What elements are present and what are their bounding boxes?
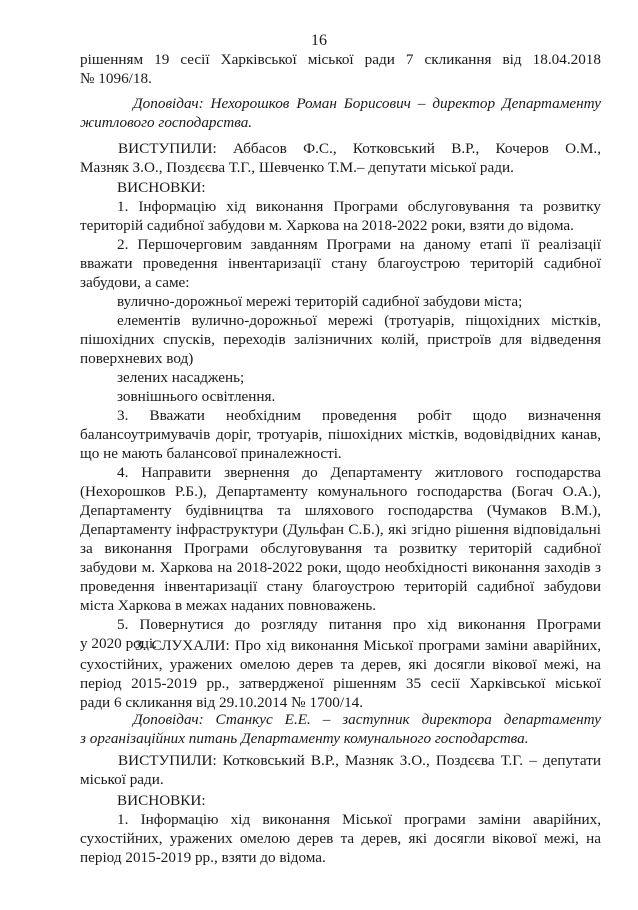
text-line: проведення інвентаризації стану благоустрою територій садибної забудови: [80, 578, 601, 595]
text-line: сухостійних, уражених омелою дерев та дерев, які досягли вікової межі, на: [80, 830, 601, 847]
text-line: житлового господарства.: [80, 114, 253, 131]
text-line: ради 6 скликання від 29.10.2014 № 1700/14.: [80, 694, 364, 711]
text-line: 1. Інформацію хід виконання Міської програми заміни аварійних,: [117, 811, 601, 828]
page-number: 16: [311, 32, 327, 49]
text-line: що не мають балансової приналежності.: [80, 445, 342, 462]
text-line: поверхневих вод): [80, 350, 194, 367]
text-line: забудови, а саме:: [80, 274, 190, 291]
text-line: період 2015-2019 рр., затвердженої рішенням 35 сесії Харківської міської: [80, 675, 601, 692]
conclusions-block: [80, 791, 601, 867]
text-line: територій садибної забудови м. Харкова на 2018-2022 роки, взяти до відома.: [80, 217, 574, 234]
text-line: Доповідач: Станкус Е.Е. – заступник директора департаменту: [133, 711, 601, 728]
section-heading: ВИСНОВКИ:: [117, 179, 206, 196]
conclusions-block: [80, 178, 601, 653]
section-heading: ВИСНОВКИ:: [117, 792, 206, 809]
text-line: забудови м. Харкова на 2018-2022 роки, щодо необхідності виконання заходів з: [80, 559, 601, 576]
text-line: Департаменту будівництва та шляхового господарства (Чумаков В.М.),: [80, 502, 601, 519]
text-line: міста Харкова в межах наданих повноважень.: [80, 597, 377, 614]
text-line: балансоутримувачів доріг, тротуарів, пішохідних містків, водовідвідних канав,: [80, 426, 601, 443]
text-line: міської ради.: [80, 771, 164, 788]
speakers-block: [80, 139, 601, 177]
text-line: Мазняк З.О., Поздєєва Т.Г., Шевченко Т.М.– депутати міської ради.: [80, 159, 514, 176]
speakers-block: [80, 751, 601, 789]
intro-paragraph: [80, 50, 601, 88]
text-line: сухостійних, уражених омелою дерев та дерев, які досягли вікової межі, на: [80, 656, 601, 673]
text-line: 2. Першочерговим завданням Програми на даному етапі її реалізації: [117, 236, 601, 253]
text-line: ВИСТУПИЛИ: Аббасов Ф.С., Котковський В.Р., Кочеров О.М.,: [118, 140, 601, 157]
text-line: (Нехорошков Р.Б.), Департаменту комунального господарства (Богач О.А.),: [80, 483, 601, 500]
text-line: у 2020 році.: [80, 635, 157, 652]
text-line: 3. Вважати необхідним проведення робіт щодо визначення: [117, 407, 601, 424]
text-line: 3. СЛУХАЛИ: Про хід виконання Міської програми заміни аварійних,: [135, 637, 601, 654]
text-line: ВИСТУПИЛИ: Котковський В.Р., Мазняк З.О., Поздєєва Т.Г. – депутати: [118, 752, 601, 769]
speaker-block: [80, 710, 601, 748]
text-line: Департаменту інфраструктури (Дульфан С.Б.), які згідно рішення відповідальні: [80, 521, 601, 538]
speaker-block: [80, 94, 601, 132]
list-item: зовнішнього освітлення.: [117, 388, 276, 405]
text-line: з організаційних питань Департаменту комунального господарства.: [80, 730, 529, 747]
text-line: 4. Направити звернення до Департаменту житлового господарства: [117, 464, 601, 481]
text-line: за виконання Програми обслуговування та розвитку територій садибної: [80, 540, 601, 557]
text-line: № 1096/18.: [80, 70, 152, 87]
list-item: вулично-дорожньої мережі територій садибної забудови міста;: [117, 293, 523, 310]
text-line: Доповідач: Нехорошков Роман Борисович – директор Департаменту: [133, 95, 601, 112]
text-line: 5. Повернутися до розгляду питання про хід виконання Програми: [117, 616, 601, 633]
text-line: пішохідних спусків, переходів залізничних колій, пристроїв для відведення: [80, 331, 601, 348]
agenda-item-3: [80, 636, 601, 712]
text-line: 1. Інформацію хід виконання Програми обслуговування та розвитку: [117, 198, 601, 215]
list-item: зелених насаджень;: [117, 369, 245, 386]
text-line: рішенням 19 сесії Харківської міської ради 7 скликання від 18.04.2018: [80, 51, 601, 68]
text-line: період 2015-2019 рр., взяти до відома.: [80, 849, 326, 866]
text-line: вважати проведення інвентаризації стану благоустрою територій садибної: [80, 255, 601, 272]
text-line: елементів вулично-дорожньої мережі (тротуарів, піщохідних містків,: [117, 312, 601, 329]
